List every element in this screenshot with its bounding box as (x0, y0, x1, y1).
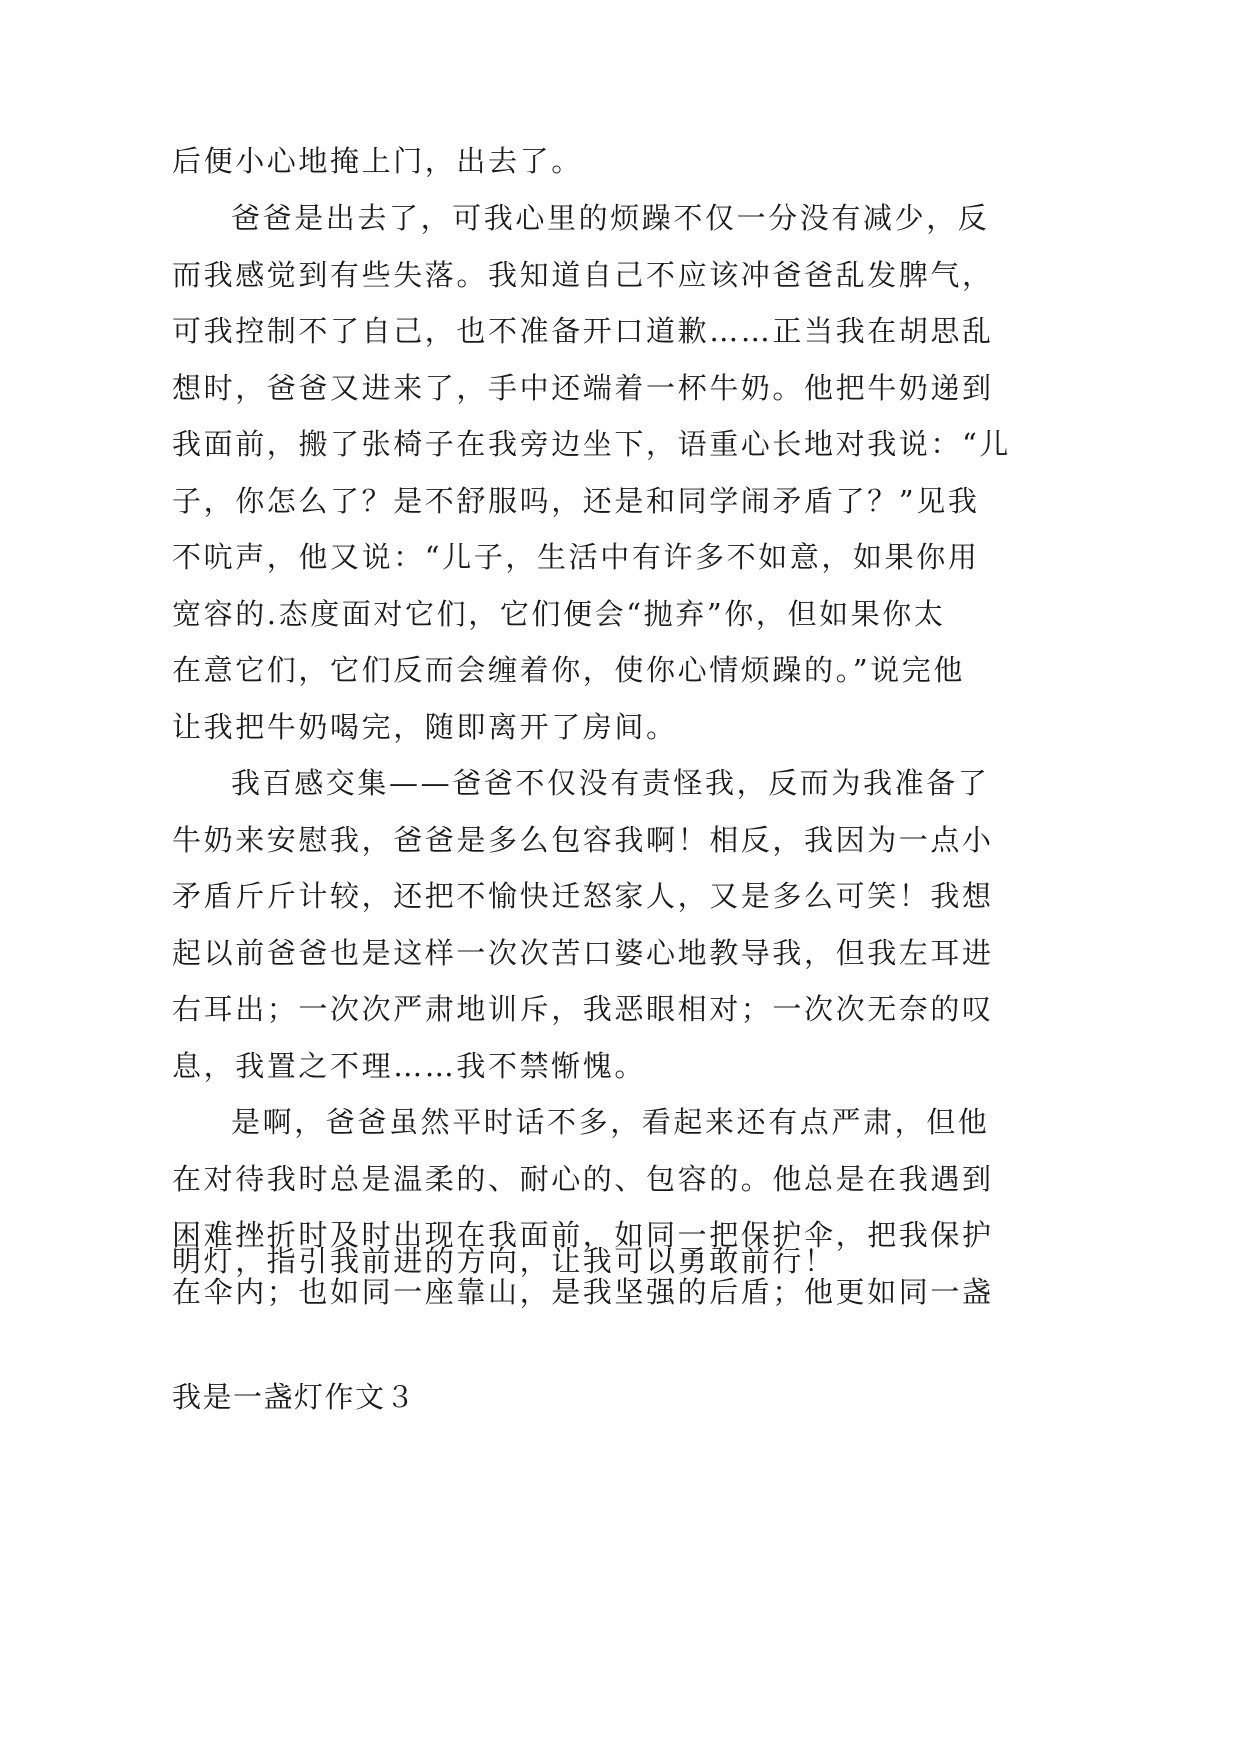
paragraph-first-line: 我百感交集——爸爸不仅没有责怪我，反而为我准备了 (231, 766, 990, 800)
text-line: 息，我置之不理……我不禁惭愧。 (172, 1049, 647, 1083)
text-line: 而我感觉到有些失落。我知道自己不应该冲爸爸乱发脾气， (172, 258, 994, 292)
text-line: 在对待我时总是温柔的、耐心的、包容的。他总是在我遇到 (172, 1162, 994, 1196)
text-line: 想时，爸爸又进来了，手中还端着一杯牛奶。他把牛奶递到 (172, 371, 994, 405)
section-title: 我是一盏灯作文３ (172, 1380, 417, 1414)
text-line: 困难挫折时及时出现在我面前，如同一把保护伞，把我保护 (172, 1218, 994, 1252)
paragraph-first-line: 是啊，爸爸虽然平时话不多，看起来还有点严肃，但他 (231, 1105, 990, 1139)
text-line: 可我控制不了自己，也不准备开口道歉……正当我在胡思乱 (172, 314, 994, 348)
text-line: 矛盾斤斤计较，还把不愉快迁怒家人，又是多么可笑！我想 (172, 879, 994, 913)
text-line: 让我把牛奶喝完，随即离开了房间。 (172, 710, 678, 744)
paragraph-first-line: 爸爸是出去了，可我心里的烦躁不仅一分没有减少，反 (231, 201, 990, 235)
text-line: 后便小心地掩上门，出去了。 (172, 144, 583, 178)
text-line: 起以前爸爸也是这样一次次苦口婆心地教导我，但我左耳进 (172, 936, 994, 970)
text-line: 右耳出；一次次严肃地训斥，我恶眼相对；一次次无奈的叹 (172, 992, 994, 1026)
text-line: 在伞内；也如同一座靠山，是我坚强的后盾；他更如同一盏 (172, 1275, 994, 1309)
text-line: 子，你怎么了？是不舒服吗，还是和同学闹矛盾了？”见我 (172, 484, 980, 518)
text-line: 在意它们，它们反而会缠着你，使你心情烦躁的。”说完他 (172, 653, 965, 687)
text-line: 不吭声，他又说：“儿子，生活中有许多不如意，如果你用 (172, 540, 980, 574)
text-line: 明灯，指引我前进的方向，让我可以勇敢前行！ (172, 1244, 836, 1278)
text-line: 我面前，搬了张椅子在我旁边坐下，语重心长地对我说：“儿 (172, 427, 1012, 461)
text-line: 宽容的.态度面对它们，它们便会“抛弃”你，但如果你太 (172, 597, 946, 631)
text-line: 牛奶来安慰我，爸爸是多么包容我啊！相反，我因为一点小 (172, 823, 994, 857)
